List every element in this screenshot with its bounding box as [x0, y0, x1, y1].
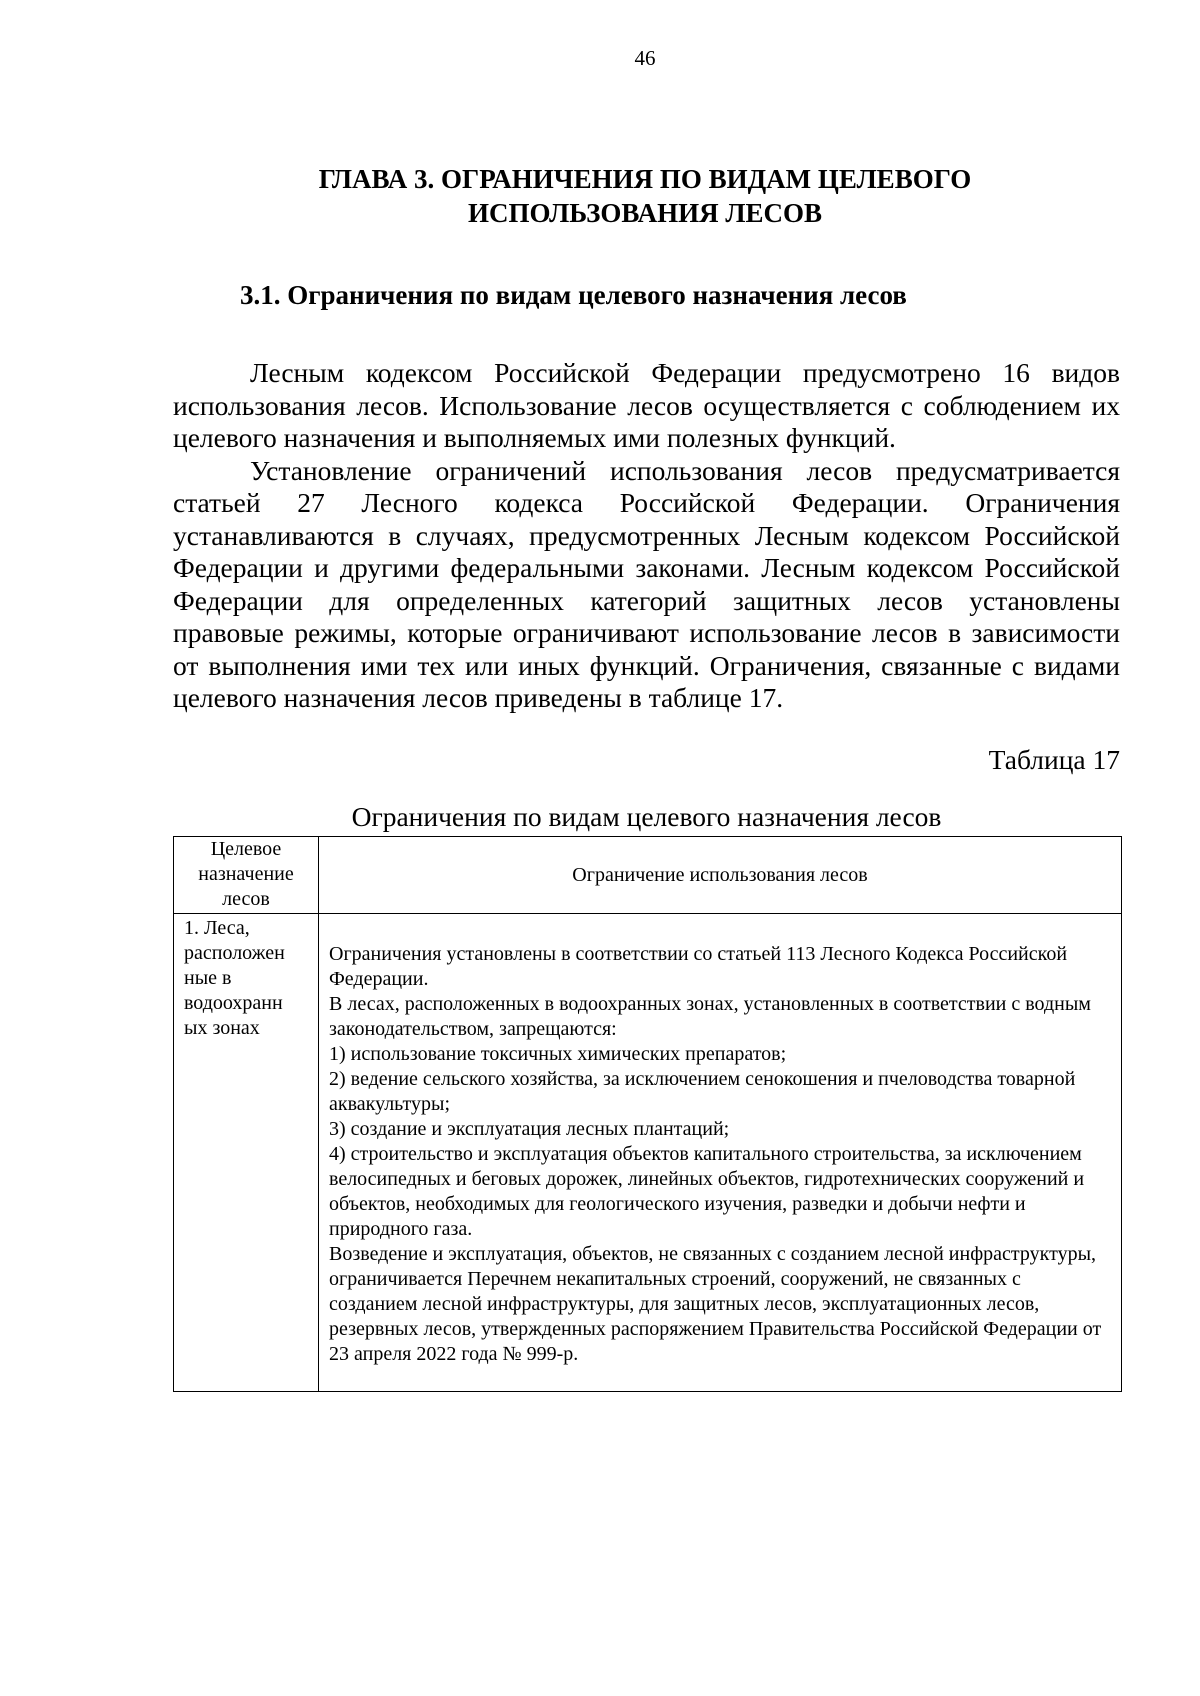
restriction-line: 1) использование токсичных химических препаратов; [329, 1043, 787, 1065]
restrictions-table [173, 836, 1122, 1392]
purpose-line: расположен [184, 942, 285, 964]
restriction-line: 4) строительство и эксплуатация объектов капитального строительства, за исключением велосипедных и беговых дорожек, линейных объектов, гидротехнических сооружений и объектов, необходимых для геологического изучения, разведки и добычи нефти и природного газа. [329, 1143, 1085, 1240]
table-header-row [174, 837, 1122, 914]
restriction-line: 2) ведение сельского хозяйства, за исключением сенокошения и пчеловодства товарной аквакультуры; [329, 1068, 1076, 1115]
chapter-title-line-1: ГЛАВА 3. ОГРАНИЧЕНИЯ ПО ВИДАМ ЦЕЛЕВОГО [318, 164, 972, 194]
chapter-title [250, 162, 1040, 230]
header-restriction: Ограничение использования лесов [319, 837, 1122, 914]
table-label: Таблица 17 [988, 744, 1120, 775]
restriction-line: Ограничения установлены в соответствии со статьей 113 Лесного Кодекса Российской Федерации. [329, 943, 1068, 990]
chapter-title-line-2: ИСПОЛЬЗОВАНИЯ ЛЕСОВ [467, 198, 823, 228]
page-number: 46 [634, 46, 656, 70]
body-text [173, 357, 1120, 715]
purpose-line: водоохранн [184, 992, 283, 1014]
header-purpose [174, 837, 319, 914]
table-row [174, 914, 1122, 1392]
header-purpose-line: Целевое [210, 838, 282, 860]
restriction-line: 3) создание и эксплуатация лесных плантаций; [329, 1118, 730, 1140]
restriction-line: Возведение и эксплуатация, объектов, не связанных с созданием лесной инфраструктуры, ограничивается Перечнем некапитальных строений, сооружений, не связанных с созданием лесной инфраструктуры, для защитных лесов, эксплуатационных лесов, резервных лесов, утвержденных распоряжением Правительства Российской Федерации от 23 апреля 2022 года № 999-р. [329, 1243, 1102, 1365]
section-title: 3.1. Ограничения по видам целевого назначения лесов [240, 280, 907, 310]
table-caption: Ограничения по видам целевого назначения лесов [351, 801, 942, 832]
purpose-line: ные в [184, 967, 232, 989]
restriction-line: В лесах, расположенных в водоохранных зонах, установленных в соответствии с водным законодательством, запрещаются: [329, 993, 1091, 1040]
cell-restriction [319, 914, 1122, 1392]
header-purpose-line: лесов [222, 888, 270, 910]
cell-purpose [174, 914, 319, 1392]
purpose-line: ых зонах [184, 1017, 260, 1039]
header-purpose-line: назначение [198, 863, 294, 885]
paragraph: Лесным кодексом Российской Федерации предусмотрено 16 видов использования лесов. Использование лесов осуществляется с соблюдением их целевого назначения и выполняемых ими полезных функций. [173, 357, 1120, 453]
purpose-line: 1. Леса, [184, 917, 250, 939]
paragraph: Установление ограничений использования лесов предусматривается статьей 27 Лесного кодекса Российской Федерации. Ограничения устанавливаются в случаях, предусмотренных Лесным кодексом Российской Федерации и другими федеральными законами. Лесным кодексом Российской Федерации для определенных категорий защитных лесов установлены правовые режимы, которые ограничивают использование лесов в зависимости от выполнения ими тех или иных функций. Ограничения, связанные с видами целевого назначения лесов приведены в таблице 17. [173, 454, 1120, 713]
